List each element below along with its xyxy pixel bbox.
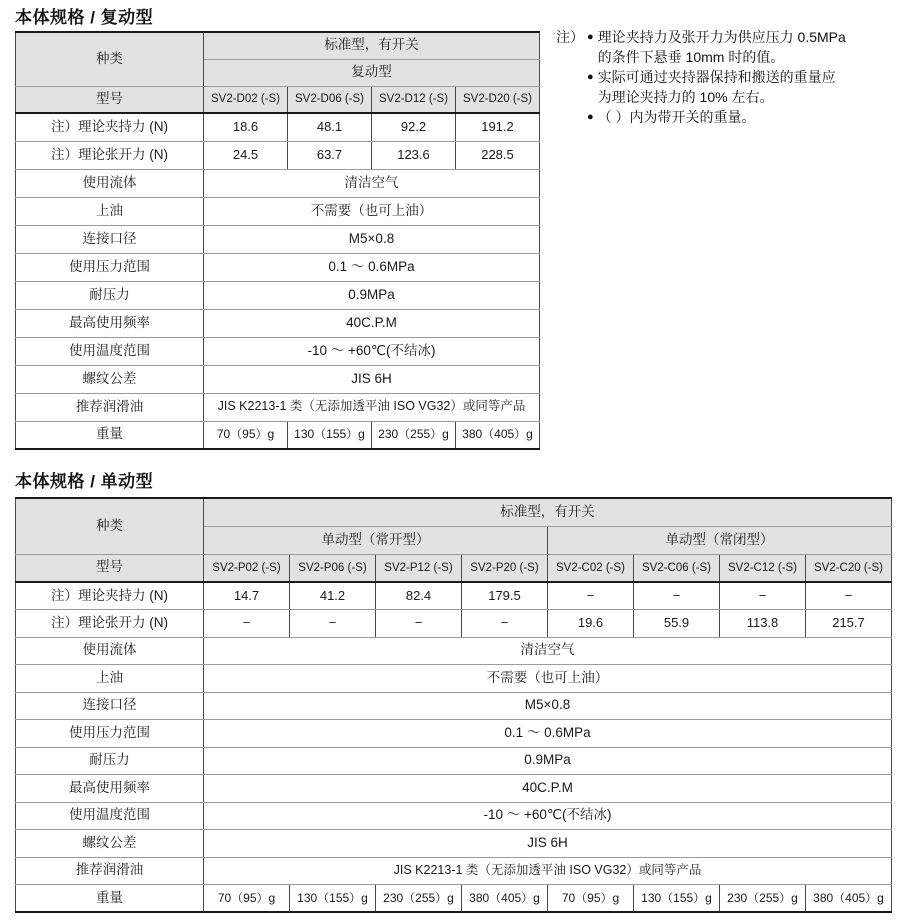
model-cell: SV2-D20 (-S) [456,86,540,113]
bullet-icon: ● [587,31,594,43]
value-cell: 不需要（也可上油） [204,197,540,225]
normally-closed-header-cell: 单动型（常闭型） [548,526,892,554]
max-operating-frequency-row [16,309,540,337]
note-text: （ ）内为带开关的重量。 [597,109,756,125]
row-label-cell: 推荐润滑油 [16,857,204,885]
row-label-cell: 螺纹公差 [16,365,204,393]
value-cell: JIS K2213-1 类（无添加透平油 ISO VG32）或同等产品 [204,857,892,885]
row-label-cell: 最高使用频率 [16,775,204,803]
standard-with-switch-header-cell: 标准型，有开关 [204,498,892,526]
value-cell: -10 ～ +60℃(不结冰) [204,802,892,830]
weight-row [16,421,540,449]
row-label-cell: 耐压力 [16,281,204,309]
note-text: 实际可通过夹持器保持和搬送的重量应为理论夹持力的 10% 左右。 [597,69,836,105]
table-cell: 18.6 [204,113,288,141]
value-cell: JIS K2213-1 类（无添加透平油 ISO VG32）或同等产品 [204,393,540,421]
value-cell: M5×0.8 [204,692,892,720]
type-header-cell: 种类 [16,32,204,86]
value-cell: -10 ～ +60℃(不结冰) [204,337,540,365]
row-label-cell: 使用流体 [16,169,204,197]
row-label-cell: 注）理论夹持力 (N) [16,113,204,141]
table-cell: 215.7 [806,610,892,638]
spec-table-single-acting [15,497,892,913]
model-cell: SV2-P20 (-S) [462,554,548,582]
table-cell: − [376,610,462,638]
thread-tolerance-row [16,830,892,858]
table-cell: − [634,582,720,610]
table-cell: 82.4 [376,582,462,610]
table-cell: − [720,582,806,610]
model-number-row [16,86,540,113]
table-cell: 19.6 [548,610,634,638]
table-cell: − [204,610,290,638]
model-cell: SV2-D02 (-S) [204,86,288,113]
double-acting-header-cell: 复动型 [204,59,540,86]
table-cell: 41.2 [290,582,376,610]
recommended-lubricant-row [16,857,892,885]
model-cell: SV2-C12 (-S) [720,554,806,582]
section-title-single-acting: 本体规格 / 单动型 [15,472,154,491]
value-cell: 清洁空气 [204,169,540,197]
operating-temperature-range-row [16,802,892,830]
row-label-cell: 重量 [16,885,204,913]
model-number-row [16,554,892,582]
model-cell: SV2-P12 (-S) [376,554,462,582]
table-cell: 113.8 [720,610,806,638]
row-label-cell: 螺纹公差 [16,830,204,858]
standard-with-switch-header-cell: 标准型，有开关 [204,32,540,59]
model-header-cell: 型号 [16,554,204,582]
table-cell: 191.2 [456,113,540,141]
theoretical-opening-force-row [16,610,892,638]
lubrication-row [16,197,540,225]
lubrication-row [16,665,892,693]
model-cell: SV2-C20 (-S) [806,554,892,582]
thread-tolerance-row [16,365,540,393]
row-label-cell: 注）理论夹持力 (N) [16,582,204,610]
row-label-cell: 耐压力 [16,747,204,775]
table-cell: 63.7 [288,141,372,169]
table-cell: 92.2 [372,113,456,141]
model-cell: SV2-D12 (-S) [372,86,456,113]
row-label-cell: 上油 [16,665,204,693]
row-label-cell: 连接口径 [16,692,204,720]
value-cell: 0.9MPa [204,747,892,775]
bullet-icon: ● [587,111,594,123]
operating-temperature-range-row [16,337,540,365]
port-size-row [16,225,540,253]
operating-pressure-range-row [16,720,892,748]
max-operating-frequency-row [16,775,892,803]
row-label-cell: 上油 [16,197,204,225]
row-label-cell: 使用温度范围 [16,802,204,830]
row-label-cell: 连接口径 [16,225,204,253]
row-label-cell: 使用流体 [16,637,204,665]
normally-open-header-cell: 单动型（常开型） [204,526,548,554]
table-cell: 380（405）g [456,421,540,449]
model-cell: SV2-P02 (-S) [204,554,290,582]
value-cell: 0.1 ～ 0.6MPa [204,253,540,281]
table-cell: 55.9 [634,610,720,638]
table-cell: 14.7 [204,582,290,610]
theoretical-opening-force-row [16,141,540,169]
table-cell: 130（155）g [290,885,376,913]
value-cell: 40C.P.M [204,309,540,337]
value-cell: M5×0.8 [204,225,540,253]
row-label-cell: 注）理论张开力 (N) [16,610,204,638]
model-cell: SV2-C02 (-S) [548,554,634,582]
table-cell: 380（405）g [462,885,548,913]
notes-list [587,27,849,127]
table-cell: 230（255）g [372,421,456,449]
row-label-cell: 注）理论张开力 (N) [16,141,204,169]
section-title-double-acting: 本体规格 / 复动型 [15,8,154,27]
table-cell: 70（95）g [548,885,634,913]
model-header-cell: 型号 [16,86,204,113]
value-cell: 清洁空气 [204,637,892,665]
value-cell: 0.1 ～ 0.6MPa [204,720,892,748]
weight-row [16,885,892,913]
model-cell: SV2-P06 (-S) [290,554,376,582]
table-cell: 230（255）g [720,885,806,913]
table-cell: 228.5 [456,141,540,169]
type-header-row [16,32,540,59]
notes-block [556,27,849,127]
recommended-lubricant-row [16,393,540,421]
row-label-cell: 重量 [16,421,204,449]
table-cell: 230（255）g [376,885,462,913]
table-cell: 380（405）g [806,885,892,913]
row-label-cell: 使用压力范围 [16,253,204,281]
note-item [587,107,849,127]
theoretical-gripping-force-row [16,582,892,610]
port-size-row [16,692,892,720]
note-item [587,67,849,107]
row-label-cell: 使用压力范围 [16,720,204,748]
spec-table-double-acting [15,31,540,450]
table-cell: 70（95）g [204,421,288,449]
notes-prefix: 注） [556,29,584,45]
row-label-cell: 推荐润滑油 [16,393,204,421]
table-cell: − [548,582,634,610]
table-cell: 24.5 [204,141,288,169]
value-cell: JIS 6H [204,830,892,858]
table-cell: − [290,610,376,638]
table-cell: 48.1 [288,113,372,141]
note-item [587,27,849,67]
value-cell: JIS 6H [204,365,540,393]
proof-pressure-row [16,281,540,309]
note-text: 理论夹持力及张开力为供应压力 0.5MPa 的条件下悬垂 10mm 时的值。 [597,29,846,65]
table-cell: − [806,582,892,610]
theoretical-gripping-force-row [16,113,540,141]
table-cell: 70（95）g [204,885,290,913]
value-cell: 不需要（也可上油） [204,665,892,693]
row-label-cell: 使用温度范围 [16,337,204,365]
value-cell: 40C.P.M [204,775,892,803]
bullet-icon: ● [587,71,594,83]
table-cell: 130（155）g [288,421,372,449]
row-label-cell: 最高使用频率 [16,309,204,337]
type-header-cell: 种类 [16,498,204,554]
table-cell: 123.6 [372,141,456,169]
proof-pressure-row [16,747,892,775]
type-header-row [16,498,892,526]
table-cell: − [462,610,548,638]
value-cell: 0.9MPa [204,281,540,309]
model-cell: SV2-C06 (-S) [634,554,720,582]
working-fluid-row [16,169,540,197]
working-fluid-row [16,637,892,665]
model-cell: SV2-D06 (-S) [288,86,372,113]
operating-pressure-range-row [16,253,540,281]
table-cell: 179.5 [462,582,548,610]
table-cell: 130（155）g [634,885,720,913]
